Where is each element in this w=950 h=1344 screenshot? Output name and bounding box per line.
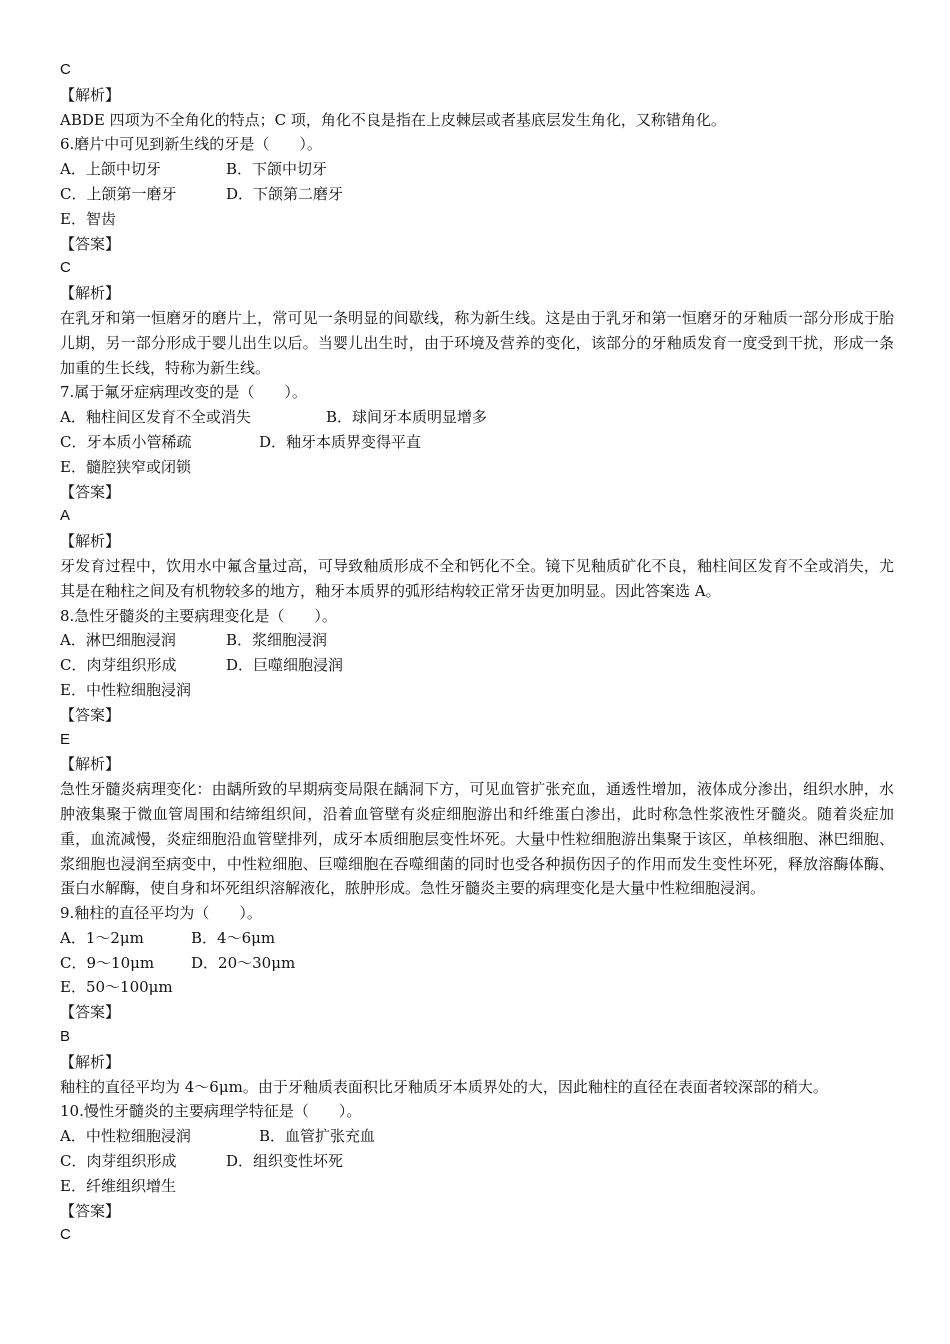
option-b: B．下颌中切牙 bbox=[226, 160, 328, 179]
question-10-options-row-2 bbox=[60, 1149, 894, 1174]
answer-label: 【答案】 bbox=[60, 234, 121, 253]
option-c: C．上颌第一磨牙 bbox=[60, 184, 177, 203]
option-c: C．肉芽组织形成 bbox=[60, 656, 177, 675]
answer-label: 【答案】 bbox=[60, 1003, 121, 1022]
option-e: E．髓腔狭窄或闭锁 bbox=[60, 457, 191, 476]
prev-answer: C bbox=[60, 61, 71, 78]
option-b: B．血管扩张充血 bbox=[259, 1127, 376, 1146]
option-a: A．釉柱间区发育不全或消失 bbox=[60, 408, 251, 427]
question-8: 8.急性牙髓炎的主要病理变化是（ ）。 bbox=[60, 606, 337, 625]
explanation-label: 【解析】 bbox=[60, 1052, 121, 1071]
option-d: D．20～30μm bbox=[191, 953, 296, 972]
answer-value: B bbox=[60, 1028, 71, 1046]
option-a: A．1～2μm bbox=[60, 928, 144, 947]
answer-label: 【答案】 bbox=[60, 1201, 121, 1220]
question-10: 10.慢性牙髓炎的主要病理学特征是（ ）。 bbox=[60, 1102, 362, 1121]
question-9-options-row-1 bbox=[60, 926, 894, 951]
question-6: 6.磨片中可见到新生线的牙是（ ）。 bbox=[60, 135, 322, 154]
option-c: C．肉芽组织形成 bbox=[60, 1152, 177, 1171]
option-c: C．牙本质小管稀疏 bbox=[60, 432, 192, 451]
explanation-text: 急性牙髓炎病理变化：由龋所致的早期病变局限在龋洞下方，可见血管扩张充血，通透性增加，液体成分渗出，组织水肿，水肿液集聚于微血管周围和结缔组织间，沿着血管壁有炎症细胞游出和纤维蛋白渗出，此时称急性浆液性牙髓炎。随着炎症加重，血流减慢，炎症细胞沿血管壁排列，成牙本质细胞层变性坏死。大量中性粒细胞游出集聚于该区，单核细胞、淋巴细胞、浆细胞也浸润至病变中，中性粒细胞、巨噬细胞在吞噬细菌的同时也受各种损伤因子的作用而发生变性坏死，释放溶酶体酶、蛋白水解酶，使自身和坏死组织溶解液化，脓肿形成。急性牙髓炎主要的病理变化是大量中性粒细胞浸润。 bbox=[60, 780, 894, 898]
answer-value: C bbox=[60, 259, 71, 277]
question-7-options-row-1 bbox=[60, 405, 894, 430]
option-d: D．组织变性坏死 bbox=[226, 1152, 344, 1171]
option-c: C．9～10μm bbox=[60, 953, 155, 972]
option-d: D．下颌第二磨牙 bbox=[226, 184, 344, 203]
question-8-options-row-1 bbox=[60, 628, 894, 653]
answer-label: 【答案】 bbox=[60, 482, 121, 501]
question-7: 7.属于氟牙症病理改变的是（ ）。 bbox=[60, 383, 307, 402]
explanation-label: 【解析】 bbox=[60, 85, 121, 104]
option-e: E．智齿 bbox=[60, 209, 116, 228]
question-6-options-row-2 bbox=[60, 182, 894, 207]
answer-value: E bbox=[60, 730, 71, 748]
question-6-options-row-1 bbox=[60, 157, 894, 182]
prev-explanation: ABDE 四项为不全角化的特点；C 项，角化不良是指在上皮棘层或者基底层发生角化，又称错角化。 bbox=[60, 110, 726, 129]
question-9-options-row-2 bbox=[60, 951, 894, 976]
answer-value: C bbox=[60, 1226, 71, 1244]
option-b: B．4～6μm bbox=[191, 928, 276, 947]
answer-value: A bbox=[60, 507, 71, 525]
option-b: B．浆细胞浸润 bbox=[226, 631, 328, 650]
explanation-label: 【解析】 bbox=[60, 532, 121, 551]
explanation-text: 釉柱的直径平均为 4～6μm。由于牙釉质表面积比牙釉质牙本质界处的大，因此釉柱的直径在表面者较深部的稍大。 bbox=[60, 1077, 828, 1096]
explanation-text: 在乳牙和第一恒磨牙的磨片上，常可见一条明显的间歇线，称为新生线。这是由于乳牙和第一恒磨牙的牙釉质一部分形成于胎儿期，另一部分形成于婴儿出生以后。当婴儿出生时，由于环境及营养的变化，该部分的牙釉质发育一度受到干扰，形成一条加重的生长线，特称为新生线。 bbox=[60, 308, 894, 377]
option-a: A．淋巴细胞浸润 bbox=[60, 631, 176, 650]
explanation-label: 【解析】 bbox=[60, 755, 121, 774]
question-7-options-row-2 bbox=[60, 430, 894, 455]
question-10-options-row-1 bbox=[60, 1124, 894, 1149]
question-9: 9.釉柱的直径平均为（ ）。 bbox=[60, 904, 262, 923]
question-8-options-row-2 bbox=[60, 653, 894, 678]
document-page bbox=[60, 58, 894, 1248]
answer-label: 【答案】 bbox=[60, 705, 121, 724]
option-d: D．釉牙本质界变得平直 bbox=[259, 432, 422, 451]
option-d: D．巨噬细胞浸润 bbox=[226, 656, 344, 675]
option-a: A．中性粒细胞浸润 bbox=[60, 1127, 191, 1146]
option-a: A．上颌中切牙 bbox=[60, 160, 161, 179]
option-e: E．纤维组织增生 bbox=[60, 1176, 176, 1195]
explanation-label: 【解析】 bbox=[60, 284, 121, 303]
option-b: B．球间牙本质明显增多 bbox=[326, 408, 488, 427]
option-e: E．50～100μm bbox=[60, 978, 173, 997]
explanation-text: 牙发育过程中，饮用水中氟含量过高，可导致釉质形成不全和钙化不全。镜下见釉质矿化不良，釉柱间区发育不全或消失，尤其是在釉柱之间及有机物较多的地方，釉牙本质界的弧形结构较正常牙齿更加明显。因此答案选 A。 bbox=[60, 556, 894, 600]
option-e: E．中性粒细胞浸润 bbox=[60, 680, 191, 699]
